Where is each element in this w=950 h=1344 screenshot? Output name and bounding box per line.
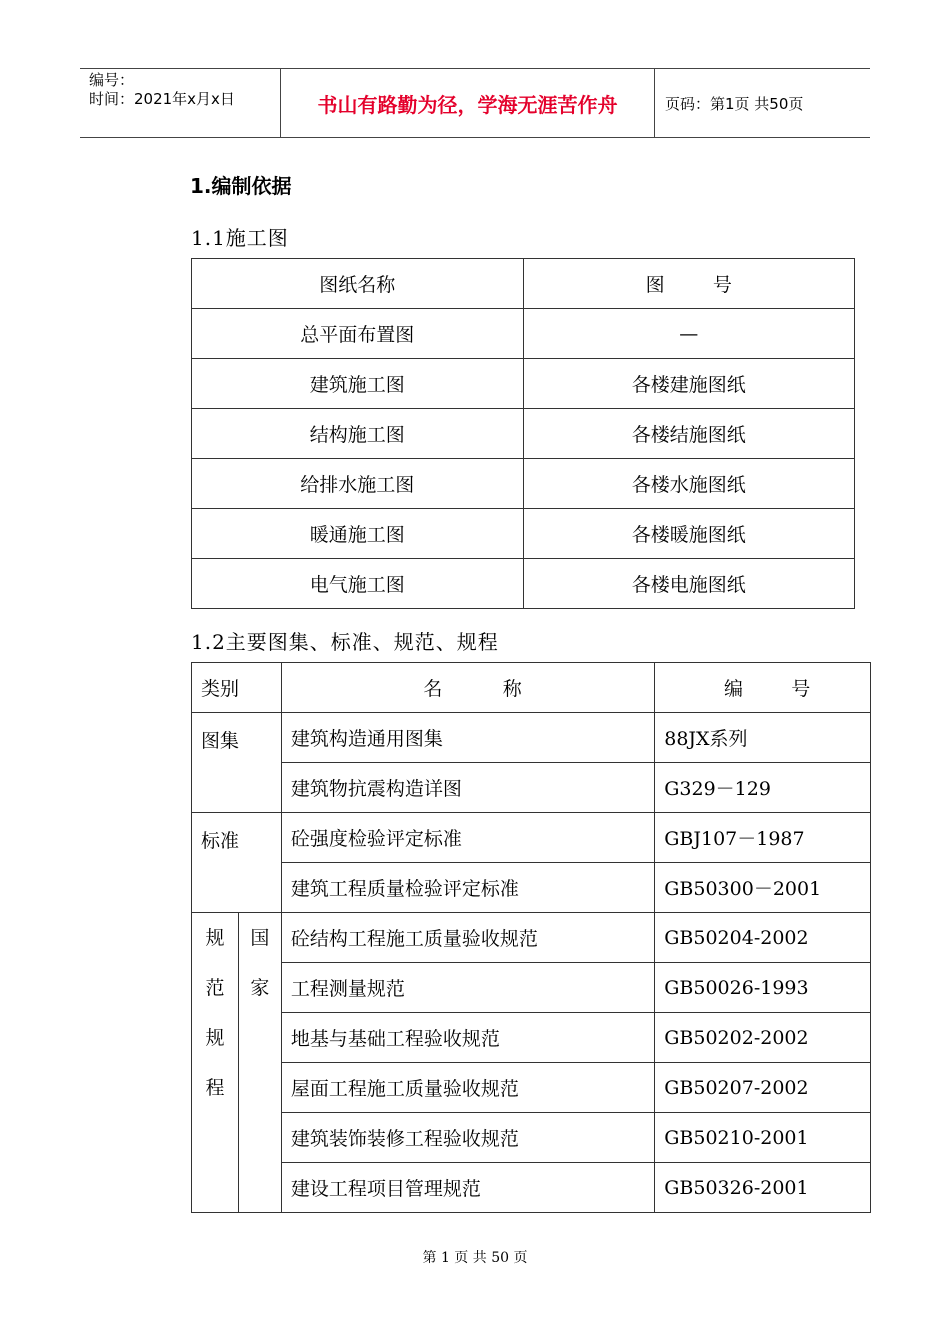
category-atlas: 图集 xyxy=(192,713,282,813)
table-row xyxy=(192,713,871,763)
table-row xyxy=(192,963,871,1013)
drawing-number: 各楼电施图纸 xyxy=(523,559,855,609)
number-label: 编号： xyxy=(89,71,135,89)
header-cell-category: 类别 xyxy=(192,663,282,713)
standard-number: GB50326-2001 xyxy=(655,1163,871,1213)
category-spec-char: 规 xyxy=(205,1027,225,1049)
header-cell: 图纸名称 xyxy=(192,259,524,309)
drawing-name: 电气施工图 xyxy=(192,559,524,609)
table-row xyxy=(192,1013,871,1063)
table-row xyxy=(192,913,871,963)
table-row xyxy=(192,459,855,509)
header-motto: 书山有路勤为径，学海无涯苦作舟 xyxy=(281,69,655,137)
drawing-name: 建筑施工图 xyxy=(192,359,524,409)
standard-name: 建筑工程质量检验评定标准 xyxy=(281,863,654,913)
standard-number: GBJ107－1987 xyxy=(655,813,871,863)
drawings-table xyxy=(191,258,855,609)
category-national-char: 国 xyxy=(250,927,270,949)
header-page-info: 页码：第1页 共50页 xyxy=(665,94,804,113)
standard-name: 建筑构造通用图集 xyxy=(281,713,654,763)
table-row xyxy=(192,359,855,409)
page-header xyxy=(80,68,870,138)
standard-name: 工程测量规范 xyxy=(281,963,654,1013)
standard-number: GB50026-1993 xyxy=(655,963,871,1013)
table-row xyxy=(192,559,855,609)
standard-number: GB50202-2002 xyxy=(655,1013,871,1063)
standards-table xyxy=(191,662,871,1213)
drawing-name: 结构施工图 xyxy=(192,409,524,459)
drawing-number: 各楼暖施图纸 xyxy=(523,509,855,559)
category-national-char: 家 xyxy=(250,977,270,999)
drawing-number: 各楼结施图纸 xyxy=(523,409,855,459)
subsection-title-standards: 1.2主要图集、标准、规范、规程 xyxy=(191,630,499,654)
table-header-row xyxy=(192,663,871,713)
table-row xyxy=(192,813,871,863)
drawing-number: 各楼水施图纸 xyxy=(523,459,855,509)
header-cell-name: 名 称 xyxy=(281,663,654,713)
standard-number: GB50204-2002 xyxy=(655,913,871,963)
standard-number: GB50210-2001 xyxy=(655,1113,871,1163)
category-spec-char: 范 xyxy=(205,977,225,999)
drawing-name: 总平面布置图 xyxy=(192,309,524,359)
category-standard: 标准 xyxy=(192,813,282,913)
subsection-title-drawings: 1.1施工图 xyxy=(191,226,289,250)
table-row xyxy=(192,409,855,459)
table-row xyxy=(192,309,855,359)
standard-name: 砼强度检验评定标准 xyxy=(281,813,654,863)
page-footer: 第 1 页 共 50 页 xyxy=(422,1250,528,1266)
header-cell-number: 编 号 xyxy=(655,663,871,713)
section-title: 1.编制依据 xyxy=(190,174,292,198)
standard-number: GB50207-2002 xyxy=(655,1063,871,1113)
table-row xyxy=(192,1113,871,1163)
standard-name: 建设工程项目管理规范 xyxy=(281,1163,654,1213)
drawing-number: — xyxy=(523,309,855,359)
table-row xyxy=(192,763,871,813)
drawing-name: 暖通施工图 xyxy=(192,509,524,559)
drawing-number: 各楼建施图纸 xyxy=(523,359,855,409)
table-row xyxy=(192,1163,871,1213)
category-spec xyxy=(192,913,239,1213)
table-row xyxy=(192,509,855,559)
time-label: 时间：2021年x月x日 xyxy=(89,90,235,108)
header-cell: 图 号 xyxy=(523,259,855,309)
category-spec-char: 规 xyxy=(205,927,225,949)
standard-name: 建筑物抗震构造详图 xyxy=(281,763,654,813)
table-row xyxy=(192,863,871,913)
standard-number: 88JX系列 xyxy=(655,713,871,763)
standard-number: GB50300－2001 xyxy=(655,863,871,913)
category-spec-char: 程 xyxy=(205,1077,225,1099)
standard-name: 屋面工程施工质量验收规范 xyxy=(281,1063,654,1113)
category-national xyxy=(238,913,281,1213)
standard-name: 砼结构工程施工质量验收规范 xyxy=(281,913,654,963)
standard-number: G329－129 xyxy=(655,763,871,813)
drawing-name: 给排水施工图 xyxy=(192,459,524,509)
table-row xyxy=(192,1063,871,1113)
header-meta xyxy=(80,69,281,137)
table-header-row xyxy=(192,259,855,309)
standard-name: 建筑装饰装修工程验收规范 xyxy=(281,1113,654,1163)
standard-name: 地基与基础工程验收规范 xyxy=(281,1013,654,1063)
